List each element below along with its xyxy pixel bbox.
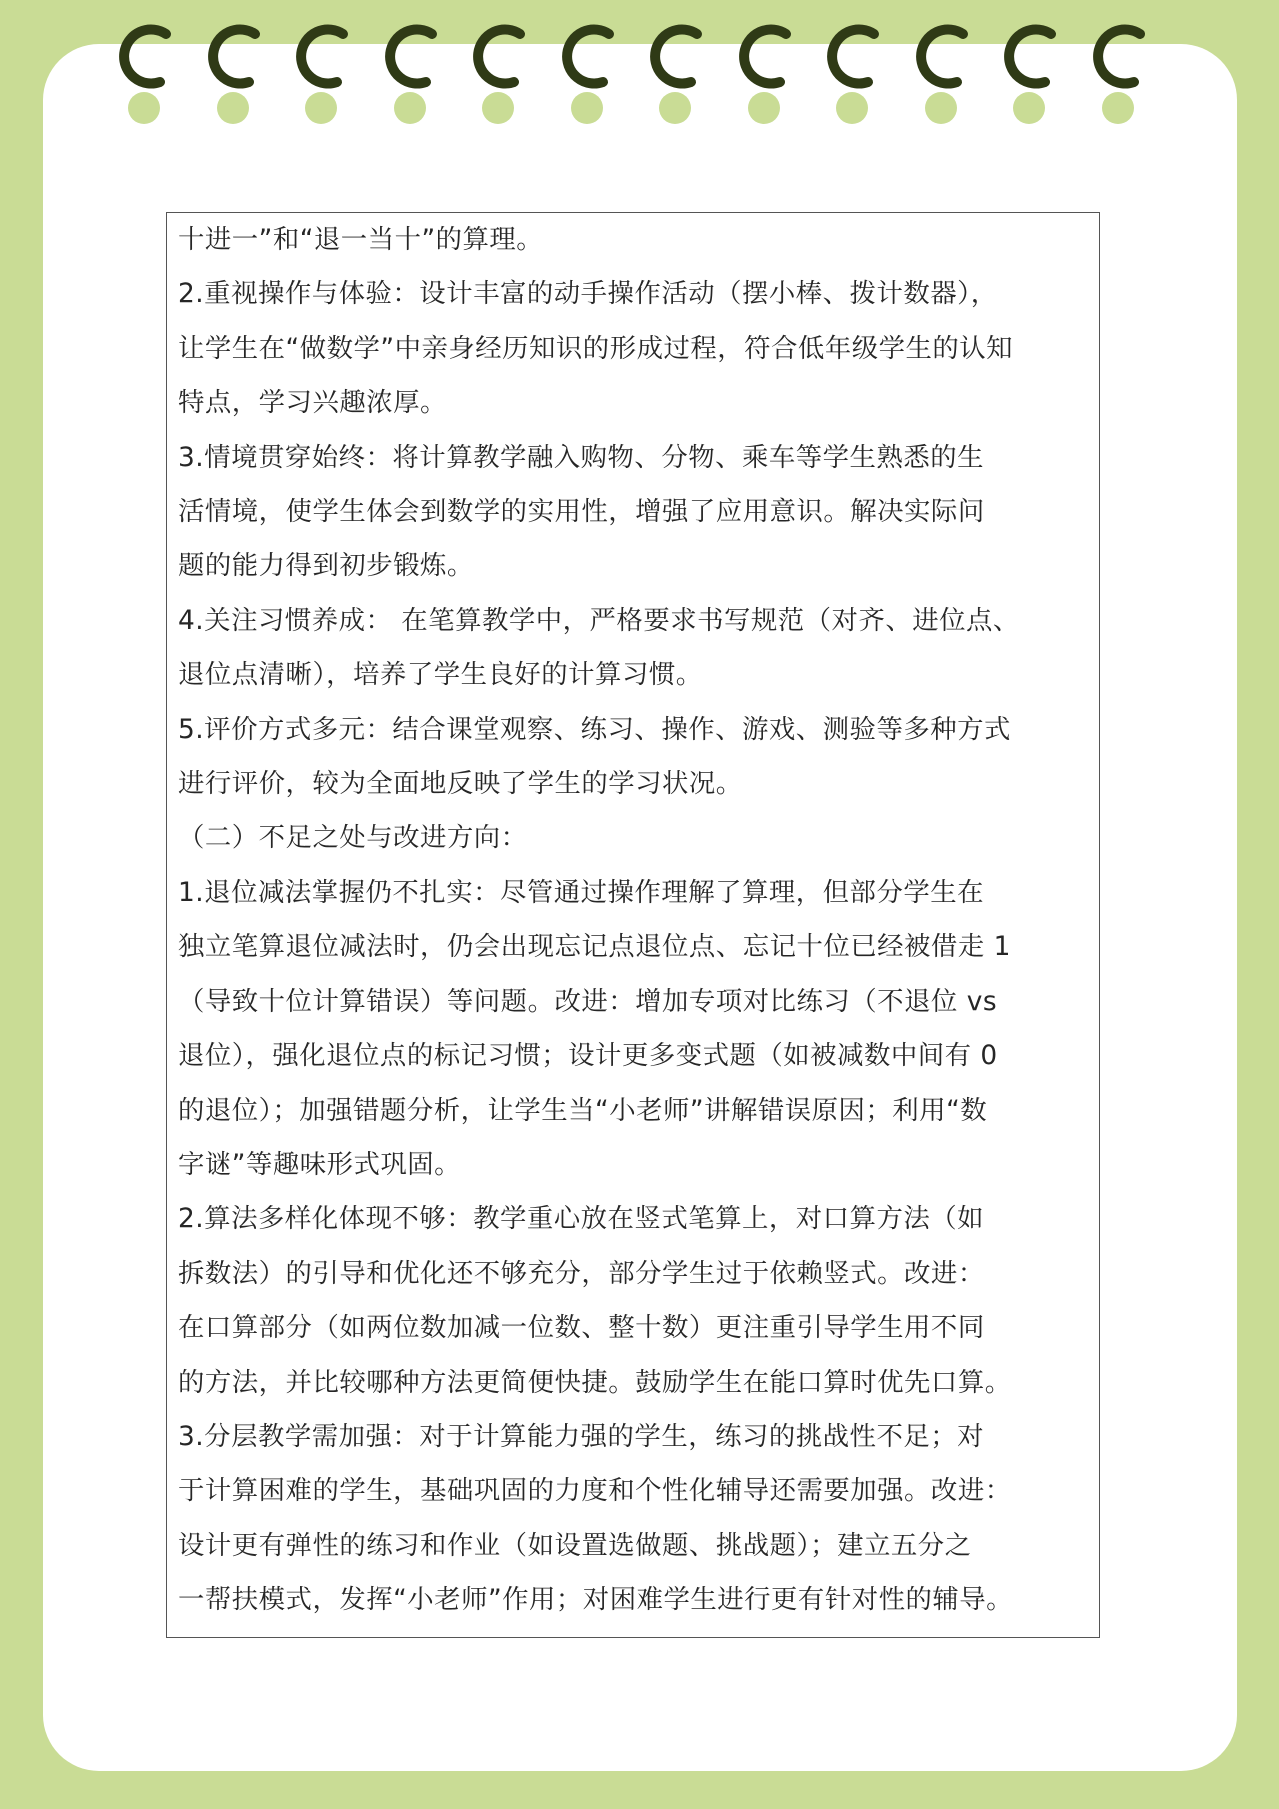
spiral-binding-ring-icon [462,20,534,92]
binding-hole [836,92,868,124]
text-line: 字谜”等趣味形式巩固。 [178,1148,462,1180]
text-line: （二）不足之处与改进方向： [178,822,528,854]
text-line: 于计算困难的学生，基础巩固的力度和个性化辅导还需要加强。改进： [178,1475,1012,1507]
text-line: 拆数法）的引导和优化还不够充分，部分学生过于依赖竖式。改进： [178,1257,985,1289]
text-line: 题的能力得到初步锻炼。 [178,550,474,582]
text-line: 1.退位减法掌握仍不扎实：尽管通过操作理解了算理，但部分学生在 [178,876,985,908]
text-line: 4.关注习惯养成： 在笔算教学中，严格要求书写规范（对齐、进位点、 [178,604,1020,636]
text-line: 退位点清晰），培养了学生良好的计算习惯。 [178,659,703,691]
text-line: 设计更有弹性的练习和作业（如设置选做题、挑战题）；建立五分之 [178,1529,972,1561]
text-line: 3.分层教学需加强：对于计算能力强的学生，练习的挑战性不足；对 [178,1420,985,1452]
spiral-binding [0,0,1279,130]
text-line: 特点，学习兴趣浓厚。 [178,387,447,419]
spiral-binding-ring-icon [639,20,711,92]
binding-hole [748,92,780,124]
binding-hole [305,92,337,124]
text-line: 进行评价，较为全面地反映了学生的学习状况。 [178,768,743,800]
spiral-binding-ring-icon [374,20,446,92]
text-line: 退位），强化退位点的标记习惯；设计更多变式题（如被减数中间有 0 [178,1040,998,1072]
binding-hole [1102,92,1134,124]
spiral-binding-ring-icon [197,20,269,92]
binding-hole [128,92,160,124]
binding-hole [925,92,957,124]
spiral-binding-ring-icon [816,20,888,92]
text-line: 一帮扶模式，发挥“小老师”作用；对困难学生进行更有针对性的辅导。 [178,1584,1014,1616]
text-line: 在口算部分（如两位数加减一位数、整十数）更注重引导学生用不同 [178,1312,985,1344]
spiral-binding-ring-icon [551,20,623,92]
binding-hole [482,92,514,124]
text-line: 的退位）；加强错题分析，让学生当“小老师”讲解错误原因；利用“数 [178,1094,988,1126]
binding-hole [571,92,603,124]
spiral-binding-ring-icon [285,20,357,92]
text-box [166,212,1100,1638]
text-line: 3.情境贯穿始终：将计算教学融入购物、分物、乘车等学生熟悉的生 [178,441,985,473]
text-line: 2.重视操作与体验：设计丰富的动手操作活动（摆小棒、拨计数器）， [178,278,998,310]
spiral-binding-ring-icon [993,20,1065,92]
text-line: 5.评价方式多元：结合课堂观察、练习、操作、游戏、测验等多种方式 [178,713,1011,745]
text-line: 活情境，使学生体会到数学的实用性，增强了应用意识。解决实际问 [178,496,985,528]
binding-hole [1013,92,1045,124]
spiral-binding-ring-icon [1082,20,1154,92]
text-line: 的方法，并比较哪种方法更简便快捷。鼓励学生在能口算时优先口算。 [178,1366,1012,1398]
spiral-binding-ring-icon [108,20,180,92]
text-line: 让学生在“做数学”中亲身经历知识的形成过程，符合低年级学生的认知 [178,332,1014,364]
text-line: 2.算法多样化体现不够：教学重心放在竖式笔算上，对口算方法（如 [178,1203,985,1235]
binding-hole [217,92,249,124]
binding-hole [659,92,691,124]
spiral-binding-ring-icon [728,20,800,92]
text-line: 十进一”和“退一当十”的算理。 [178,224,544,255]
text-line: （导致十位计算错误）等问题。改进：增加专项对比练习（不退位 vs [178,985,998,1017]
binding-hole [394,92,426,124]
text-line: 独立笔算退位减法时，仍会出现忘记点退位点、忘记十位已经被借走 1 [178,931,1011,963]
spiral-binding-ring-icon [905,20,977,92]
